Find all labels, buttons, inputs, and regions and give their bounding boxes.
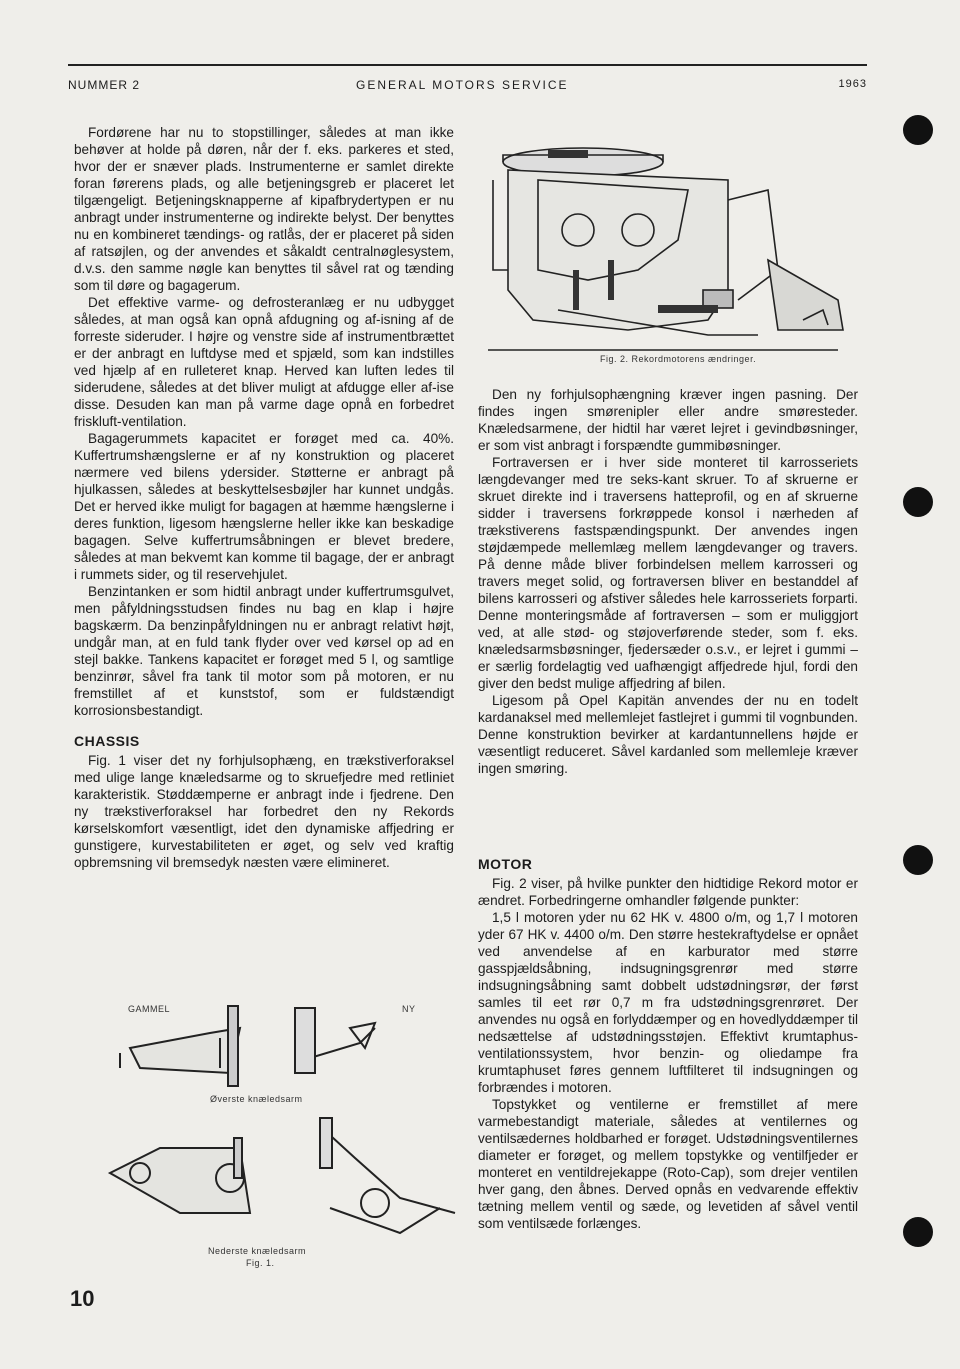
engine-illustration xyxy=(478,120,858,360)
upper-arm-caption: Øverste knæledsarm xyxy=(210,1094,303,1104)
paragraph: Ligesom på Opel Kapitän anvendes der nu en todelt kardanaksel med mellemlejet fastlejret i gummi til vognbunden. Denne konstruktion bevirker at kardantunnellens højde er væsentligt reduceret. Såvel kardanled som mellemleje kræver ingen smøring. xyxy=(478,693,858,776)
paragraph: Fortraversen er i hver side monteret til karrosseriets længdevanger med tre seks-kant skruer. To af skruerne er skruet direkte ind i traversens hatteprofil, og en af skruerne sidder i traversens forkrøppede konsol i nærheden af trækstiverens fastspændingspunkt. Der anvendes ingen støjdæmpede mellemlæg mellem længdevanger og travers. På denne måde bliver forbindelsen mellem karrosseri og travers meget solid, og fortraversen bliver en bestanddel af bilens karrosseri og afstiver således hele karrosseriets forparti. Denne monteringsmåde af fortraversen – som er muliggjort ved, at alle stød- og støjoverførende steder, som f. eks. knæledsarmsbøsninger, fjedersæder o.s.v., er lejret i gummi – er særlig fordelagtig ved uafhængigt affjedrede hjul, fordi den giver den bedst mulige affjedring af bilen. xyxy=(478,455,858,691)
header-title: GENERAL MOTORS SERVICE xyxy=(356,78,569,92)
right-column-upper xyxy=(478,386,858,777)
paragraph: 1,5 l motoren yder nu 62 HK v. 4800 o/m, og 1,7 l motoren yder 67 HK v. 4400 o/m. Den større hestekraftydelse er opnået ved anvendelse af en karburator med større gasspjældsåbning, indsugningsgrenrør med større indsugningsåbning samt dobbelt udstødningsrør, der først samles til eet rør 0,7 m fra udstødningsgrenrøret. Der anvendes nu også en forlyddæmper og en hovedlyddæmper til nedsættelse af udstødningsstøjen. Effektivt krumtaphus-ventilationssystem, hvor benzin- og oliedampe fra krumtaphuset føres gennem luftfilteret til indsugningen og forbrændes i motoren. xyxy=(478,910,858,1095)
figure-1-caption: Fig. 1. xyxy=(246,1258,275,1268)
header-issue: NUMMER 2 xyxy=(68,78,141,92)
figure-2-engine-diagram xyxy=(478,120,858,364)
paragraph: Den ny forhjulsophængning kræver ingen pasning. Der findes ingen smørenipler eller andre smøresteder. Knæledsarmene, der hidtil har været lejret i gevindbøsninger, er som vist anbragt i forspændte gummibøsninger. xyxy=(478,387,858,453)
paragraph: Fordørene har nu to stopstillinger, således at man ikke behøver at holde på døren, når der f. eks. parkeres et sted, hvor der er snæver plads. Instrumenterne er samlet direkte foran førerens plads, og alle betjeningsgreb er placeret let tilgængeligt. Betjeningsknapperne af kipafbrydertypen er nu anbragt under instrumenterne og indirekte belyst. Der benyttes nu en kombineret tændings- og ratlås, der er placeret på siden af ratsøjlen, og der anvendes et såkaldt centralnøglesystem, d.v.s. den samme nøgle kan benyttes til såvel rat og tænding som til døre og bagagerum. xyxy=(74,125,454,293)
page-number: 10 xyxy=(70,1286,95,1311)
left-column xyxy=(74,124,454,871)
figure-1-suspension-diagram xyxy=(100,998,460,1268)
label-old: GAMMEL xyxy=(128,1004,171,1014)
paragraph: Fig. 2 viser, på hvilke punkter den hidtidige Rekord motor er ændret. Forbedringerne omhandler følgende punkter: xyxy=(478,876,858,908)
lower-arm-caption: Nederste knæledsarm xyxy=(208,1246,307,1256)
punch-hole xyxy=(903,1217,933,1247)
paragraph: Benzintanken er som hidtil anbragt under kuffertrumsgulvet, men påfyldningsstudsen findes nu bag en klap i højre bagskærm. Da benzinpåfyldningen nu er anbragt relativt højt, undgår man, at en fuld tank flyder over ved kørsel op ad en stejl bakke. Tankens kapacitet er forøget med 5 l, og samtlige benzinrør, såvel fra tank til motor som på motoren, er nu fremstillet af et kunststof, som er fuldstændigt korrosionsbestandigt. xyxy=(74,584,454,718)
header-year: 1963 xyxy=(838,78,867,90)
punch-hole xyxy=(903,845,933,875)
paragraph: Det effektive varme- og defrosteranlæg er nu udbygget således, at man også kan opnå afdugning og af-isning af de forreste sideruder. I højre og venstre side af instrumentbrættet er der anbragt en luftdyse med et spjæld, som kan indstilles ved hjælp af en rulleteret knap. Herved kan luften ledes til siderudene, således at det bliver muligt at afdugge eller af-ise disse. Desuden kan man på varme dage opnå en forbedret friskluft-ventilation. xyxy=(74,295,454,429)
suspension-illustration xyxy=(100,998,460,1258)
paragraph: Fig. 1 viser det ny forhjulsophæng, en trækstiverforaksel med ulige lange knæledsarme og to skruefjedre med retliniet karakteristik. Støddæmperne er anbragt inde i fjedrene. Den ny trækstiverforaksel har forbedret den ny Rekords kørselskomfort væsentligt, idet den dynamiske affjedring er gunstigere, kurvestabiliteten er øget, og selv ved kraftig opbremsning vil bremsedyk næsten være elimineret. xyxy=(74,753,454,870)
section-heading-chassis: CHASSIS xyxy=(74,733,140,749)
punch-hole xyxy=(903,115,933,145)
punch-hole xyxy=(903,487,933,517)
page-header xyxy=(68,64,867,96)
section-heading-motor: MOTOR xyxy=(478,856,533,872)
figure-2-caption: Fig. 2. Rekordmotorens ændringer. xyxy=(600,354,757,364)
paragraph: Topstykket og ventilerne er fremstillet af mere varmebestandigt materiale, således at ventilernes og ventilsædernes holdbarhed er forøget. Udstødningsventilernes diameter er forøget, og mellem topstykke og ventilfjeder er monteret en ventildrejekappe (Roto-Cap), som drejer ventilen hver gang, den åbnes. Derved opnås en vedvarende effektiv tætning mellem ventil og sæde, og levetiden af såvel ventil som ventilsæde forlænges. xyxy=(478,1097,858,1231)
label-new: NY xyxy=(402,1004,416,1014)
right-column-motor xyxy=(478,856,858,1232)
paragraph: Bagagerummets kapacitet er forøget med ca. 40%. Kuffertrumshængslerne er af ny konstruktion og placeret nærmere ved bilens ydersider. Støtterne er anbragt på hjulkassen, således at beskyttelsesbøjler har kunnet undgås. Det er herved ikke muligt for bagagen at hæmme hængslerne i deres funktion, ligesom hængslerne heller ikke kan beskadige bagagen. Selve kuffertrumsåbningen er blevet bredere, således at man bekvemt kan komme til bagage, der er anbragt i rummets sider, og til reservehjulet. xyxy=(74,431,454,582)
